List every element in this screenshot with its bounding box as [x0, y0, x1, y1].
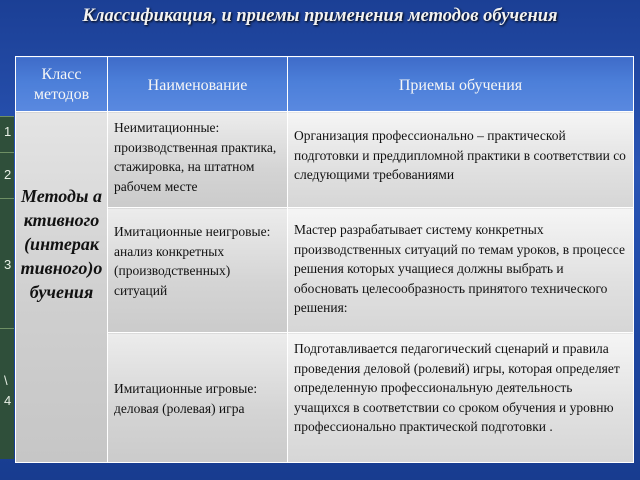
row-marker-label: 1 — [4, 124, 12, 139]
header-name: Наименование — [108, 57, 288, 112]
row-marker-label: 4 — [4, 393, 12, 408]
header-class: Класс методов — [16, 57, 108, 112]
name-cell: Неимитационные: производственная практика, стажировка, на штатном рабочем месте — [108, 112, 288, 208]
method-cell: Мастер разрабатывает систему конкретных производственных ситуаций по темам уроков, в процессе решения которых учащиеся должны выбрать и обосновать целесообразность принятого технического решения: — [288, 208, 634, 333]
method-cell: Подготавливается педагогический сценарий и правила проведения деловой (ролевий) игры, которая определяет определенную профессиональную деятельность учащихся в соответствии со сроком обучения и уровню профессионально практической подготовки . — [288, 333, 634, 463]
method-cell: Организация профессионально – практической подготовки и преддипломной практики в соответствии со следующими требованиями — [288, 112, 634, 208]
methods-table — [15, 56, 634, 463]
table-row — [16, 112, 634, 208]
name-cell: Имитационные неигровые: анализ конкретных (производственных) ситуаций — [108, 208, 288, 333]
slide-title: Классификация, и приемы применения методов обучения — [82, 6, 558, 26]
name-cell: Имитационные игровые: деловая (ролевая) игра — [108, 333, 288, 463]
row-marker-3 — [0, 198, 14, 329]
row-marker-label: \ — [4, 373, 8, 388]
class-cell — [16, 112, 108, 463]
row-marker-2 — [0, 152, 14, 199]
class-label: Методы активного (интерактивного)обучения — [20, 186, 103, 302]
row-marker-label: 2 — [4, 167, 12, 182]
table-row — [16, 333, 634, 463]
row-marker-1 — [0, 116, 14, 153]
table-header-row — [16, 57, 634, 112]
header-methods: Приемы обучения — [288, 57, 634, 112]
table-row — [16, 208, 634, 333]
row-marker-label: 3 — [4, 257, 12, 272]
row-marker-4 — [0, 328, 14, 459]
